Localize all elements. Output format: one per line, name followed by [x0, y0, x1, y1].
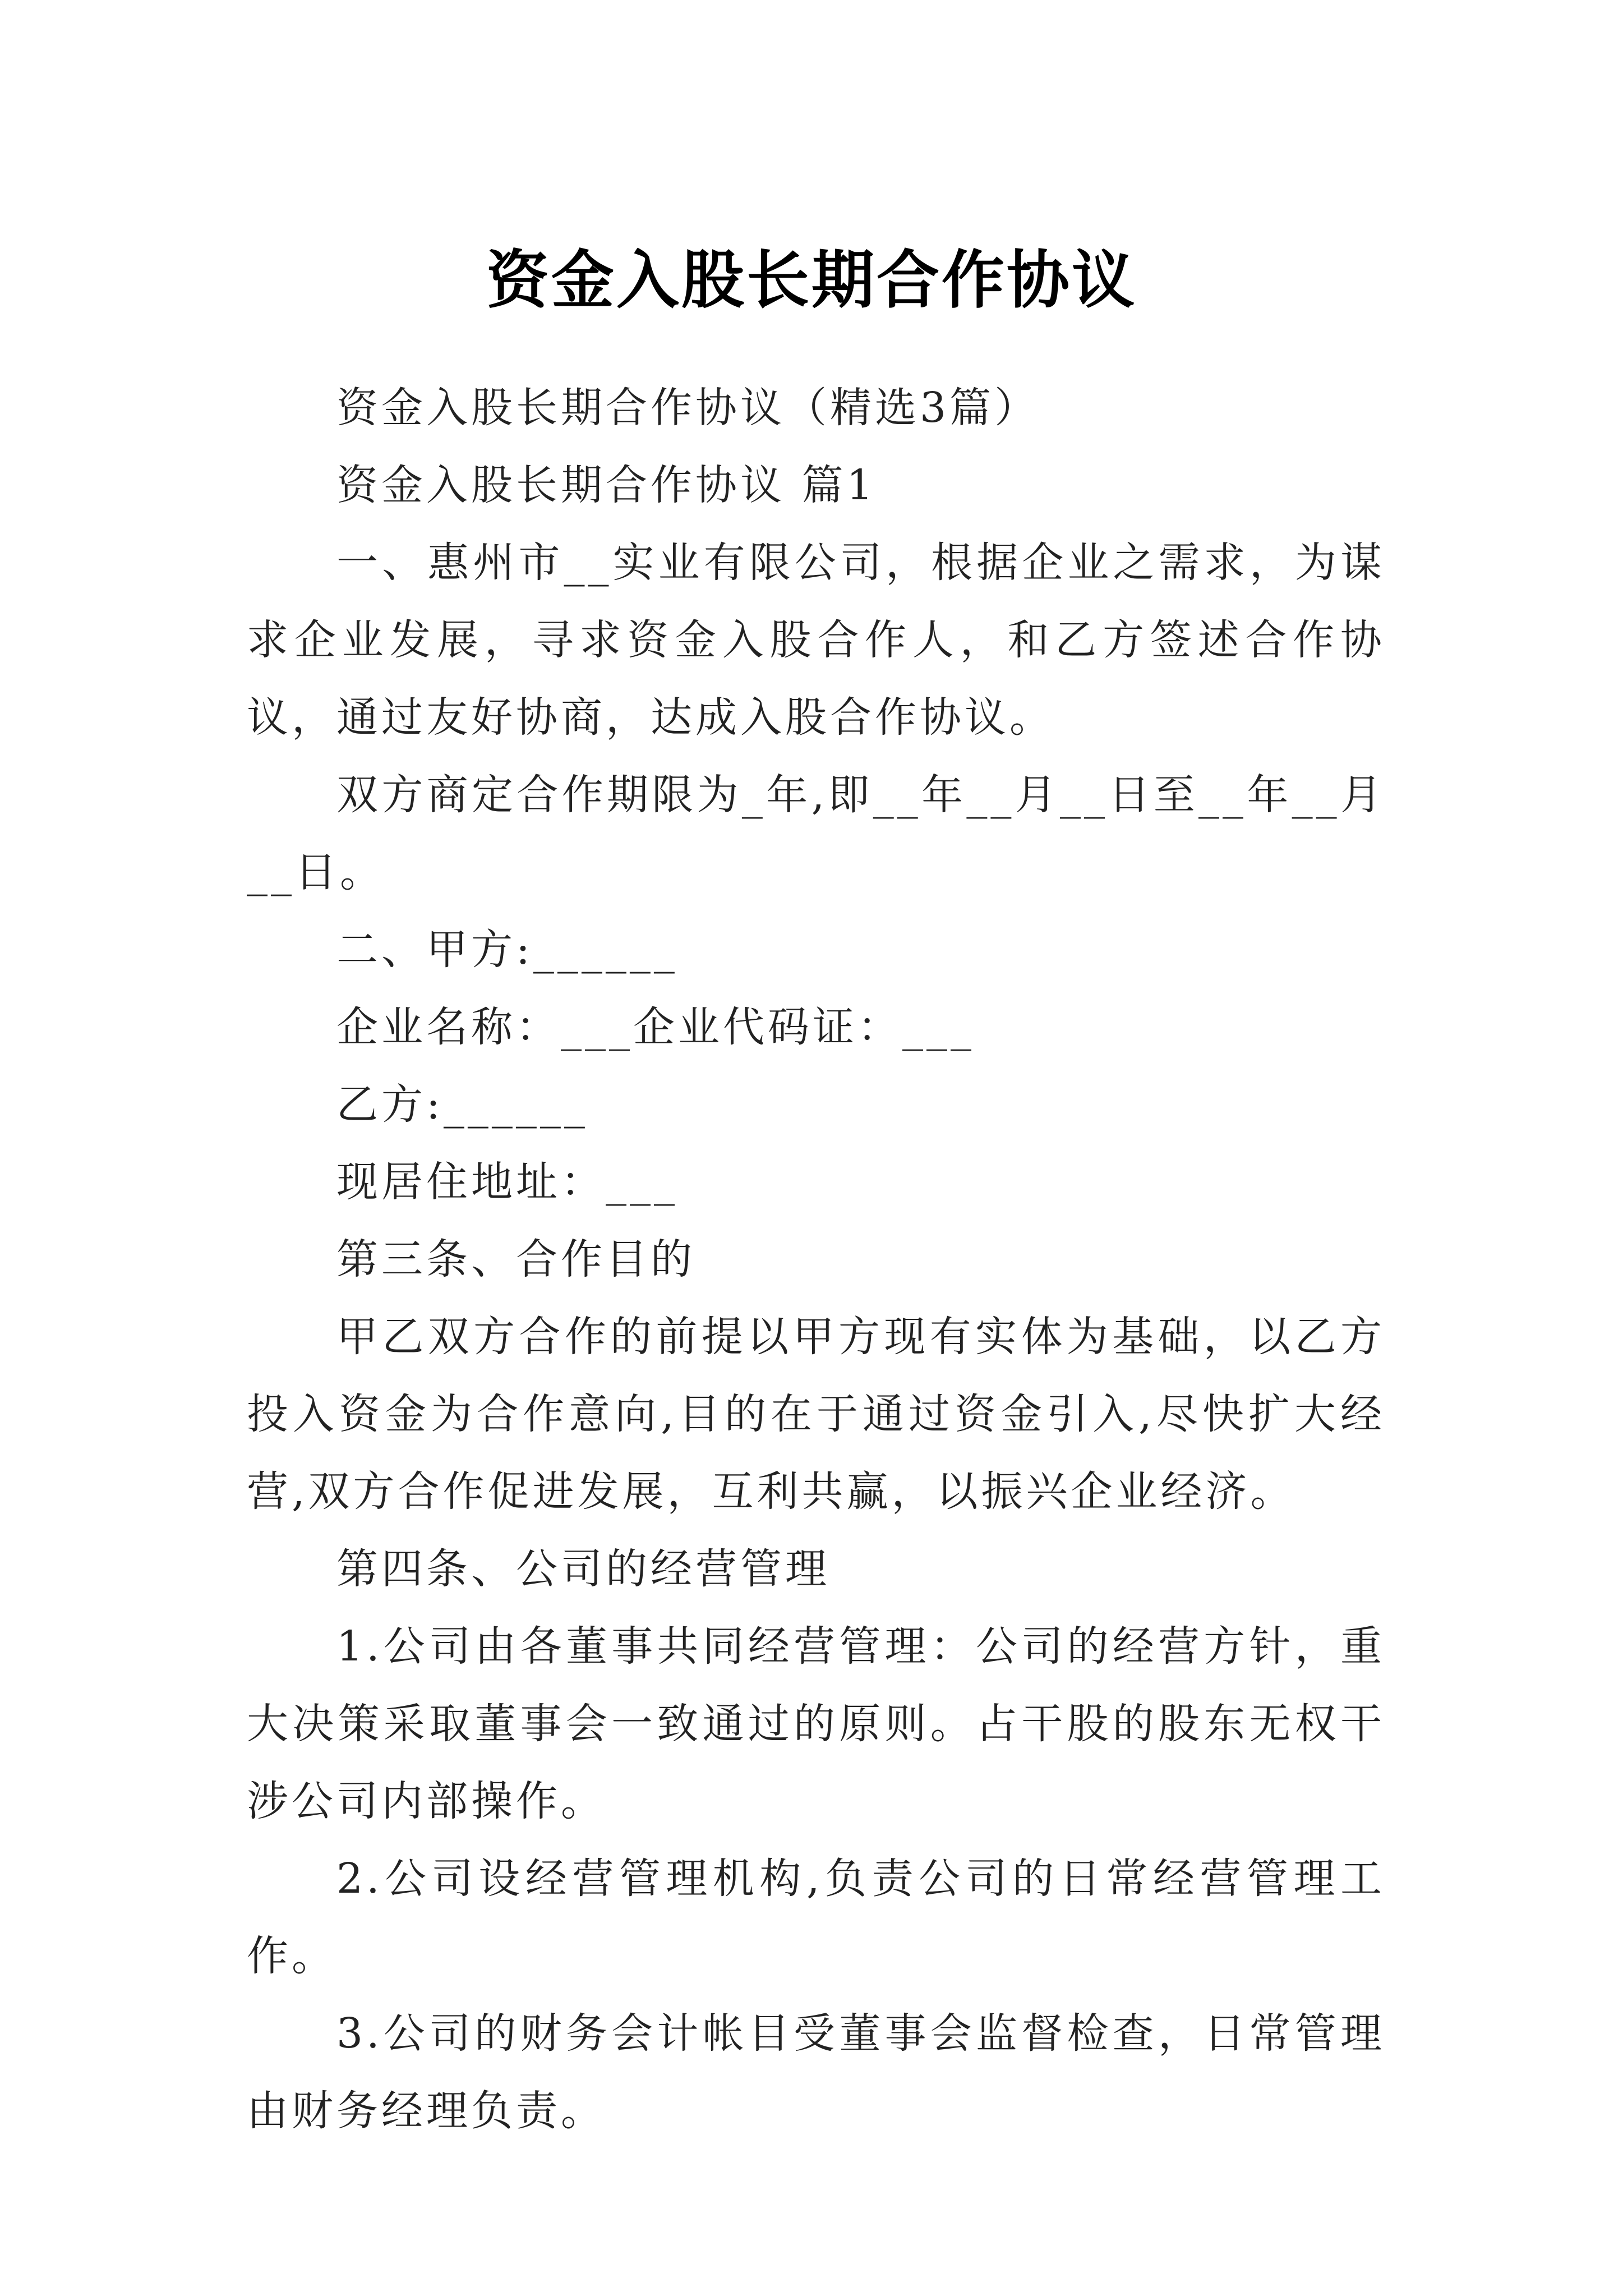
paragraph-party-a: 二、甲方:______ [336, 926, 678, 974]
paragraph-article-4-heading: 第四条、公司的经营管理 [336, 1545, 830, 1593]
paragraph-article-4-item-3: 3.公司的财务会计帐目受董事会监督检查，日常管理由财务经理负责。 [247, 2009, 1385, 2135]
paragraph-company-info: 企业名称：___企业代码证：___ [336, 1003, 975, 1051]
paragraph-article-3-heading: 第三条、合作目的 [336, 1235, 695, 1283]
paragraph-article-4-item-1: 1.公司由各董事共同经营管理：公司的经营方针，重大决策采取董事会一致通过的原则。占干股的股东无权干涉公司内部操作。 [247, 1622, 1385, 1825]
paragraph-section-heading: 资金入股长期合作协议 篇1 [336, 461, 877, 509]
document-title: 资金入股长期合作协议 [486, 243, 1137, 318]
paragraph-clause-1: 一、惠州市__实业有限公司，根据企业之需求，为谋求企业发展，寻求资金入股合作人，和乙方签述合作协议，通过友好协商，达成入股合作协议。 [247, 539, 1385, 742]
paragraph-party-b: 乙方:______ [336, 1080, 588, 1129]
paragraph-term: 双方商定合作期限为_年,即__年__月__日至__年__月__日。 [247, 771, 1385, 896]
paragraph-article-3-body: 甲乙双方合作的前提以甲方现有实体为基础，以乙方投入资金为合作意向,目的在于通过资金引入,尽快扩大经营,双方合作促进发展，互利共赢，以振兴企业经济。 [247, 1313, 1385, 1516]
paragraph-address: 现居住地址：___ [336, 1158, 678, 1206]
paragraph-article-4-item-2: 2.公司设经营管理机构,负责公司的日常经营管理工作。 [247, 1855, 1385, 1980]
paragraph-subtitle: 资金入股长期合作协议（精选3篇） [336, 384, 1040, 432]
document-body [247, 369, 1385, 2150]
